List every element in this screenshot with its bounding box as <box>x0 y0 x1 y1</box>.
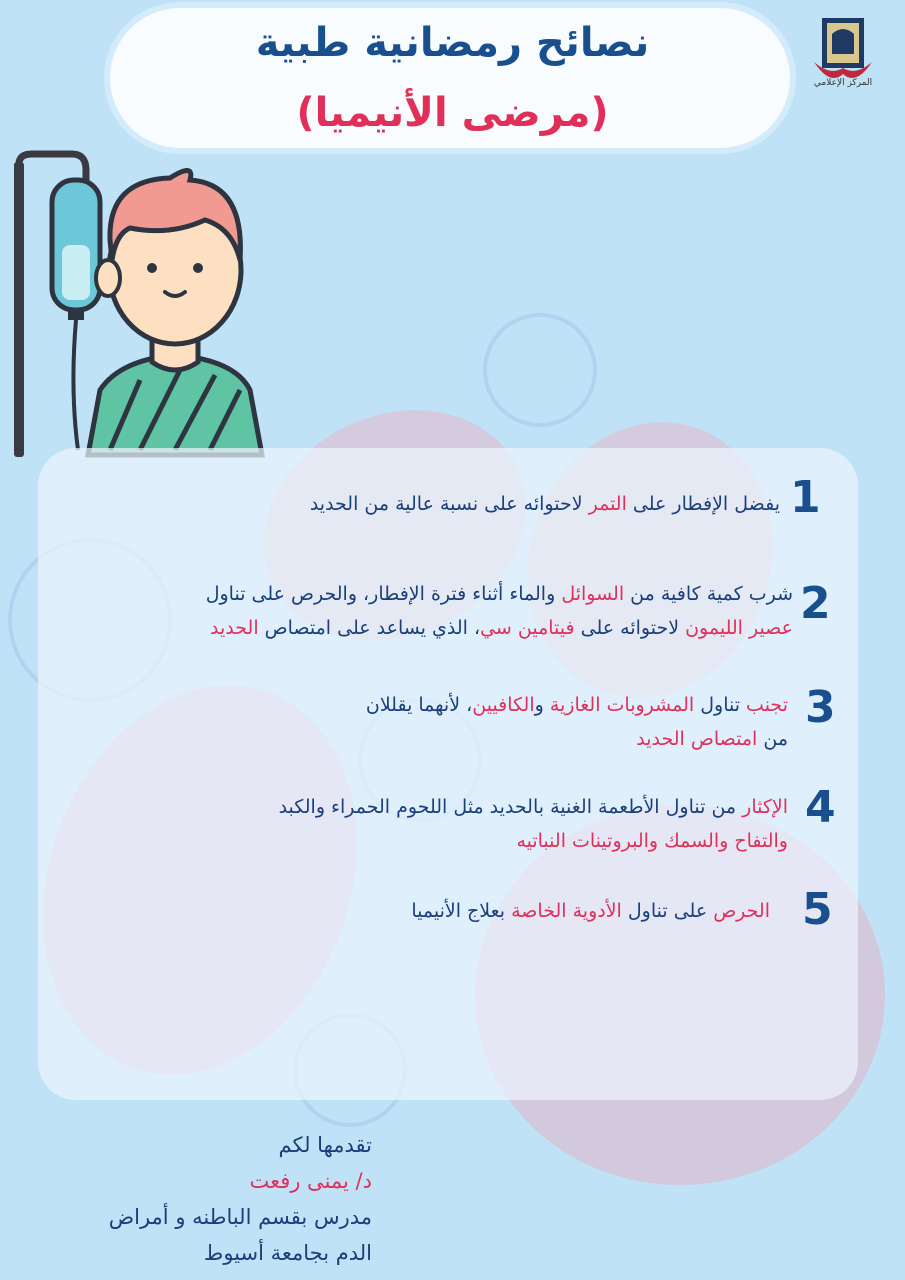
tip-number-2: 2 <box>800 578 831 629</box>
tip-2-line-1: شرب كمية كافية من السوائل والماء أثناء فترة الإفطار، والحرص على تناول <box>205 583 793 605</box>
tip-3-line-2: من امتصاص الحديد <box>636 728 788 750</box>
footer-doctor-name: د/ يمنى رفعت <box>249 1169 372 1193</box>
tip-number-1: 1 <box>790 472 821 523</box>
logo-caption: المركز الإعلامي <box>813 78 873 88</box>
patient-iv-illustration <box>0 150 300 460</box>
tip-1-line-1: يفضل الإفطار على التمر لاحتوائه على نسبة عالية من الحديد <box>309 493 780 515</box>
tip-4 <box>88 790 788 858</box>
tip-3 <box>228 688 788 756</box>
tips-panel <box>38 448 858 1100</box>
tip-1 <box>160 487 780 521</box>
tip-2-line-2: عصير الليمون لاحتوائه على فيتامين سي، الذي يساعد على امتصاص الحديد <box>210 617 793 639</box>
footer-position: مدرس بقسم الباطنه و أمراض <box>108 1205 372 1229</box>
footer-department: الدم بجامعة أسيوط <box>203 1241 372 1265</box>
footer-presented-by: تقدمها لكم <box>278 1133 372 1157</box>
tip-4-line-1: الإكثار من تناول الأطعمة الغنية بالحديد مثل اللحوم الحمراء والكبد <box>278 796 788 818</box>
tip-number-4: 4 <box>805 782 836 833</box>
tip-number-3: 3 <box>805 682 836 733</box>
tip-3-line-1: تجنب تناول المشروبات الغازية والكافيين، لأنهما يقللان <box>365 694 788 716</box>
tip-number-5: 5 <box>802 884 833 935</box>
tip-2 <box>93 577 793 645</box>
tip-4-line-2: والتفاح والسمك والبروتينات النباتيه <box>516 830 788 852</box>
tip-5-line-1: الحرص على تناول الأدوية الخاصة بعلاج الأنيميا <box>411 900 770 922</box>
tip-5 <box>210 894 770 928</box>
page-subtitle: (مرضى الأنيميا) <box>296 90 609 136</box>
page-title: نصائح رمضانية طبية <box>255 20 650 66</box>
